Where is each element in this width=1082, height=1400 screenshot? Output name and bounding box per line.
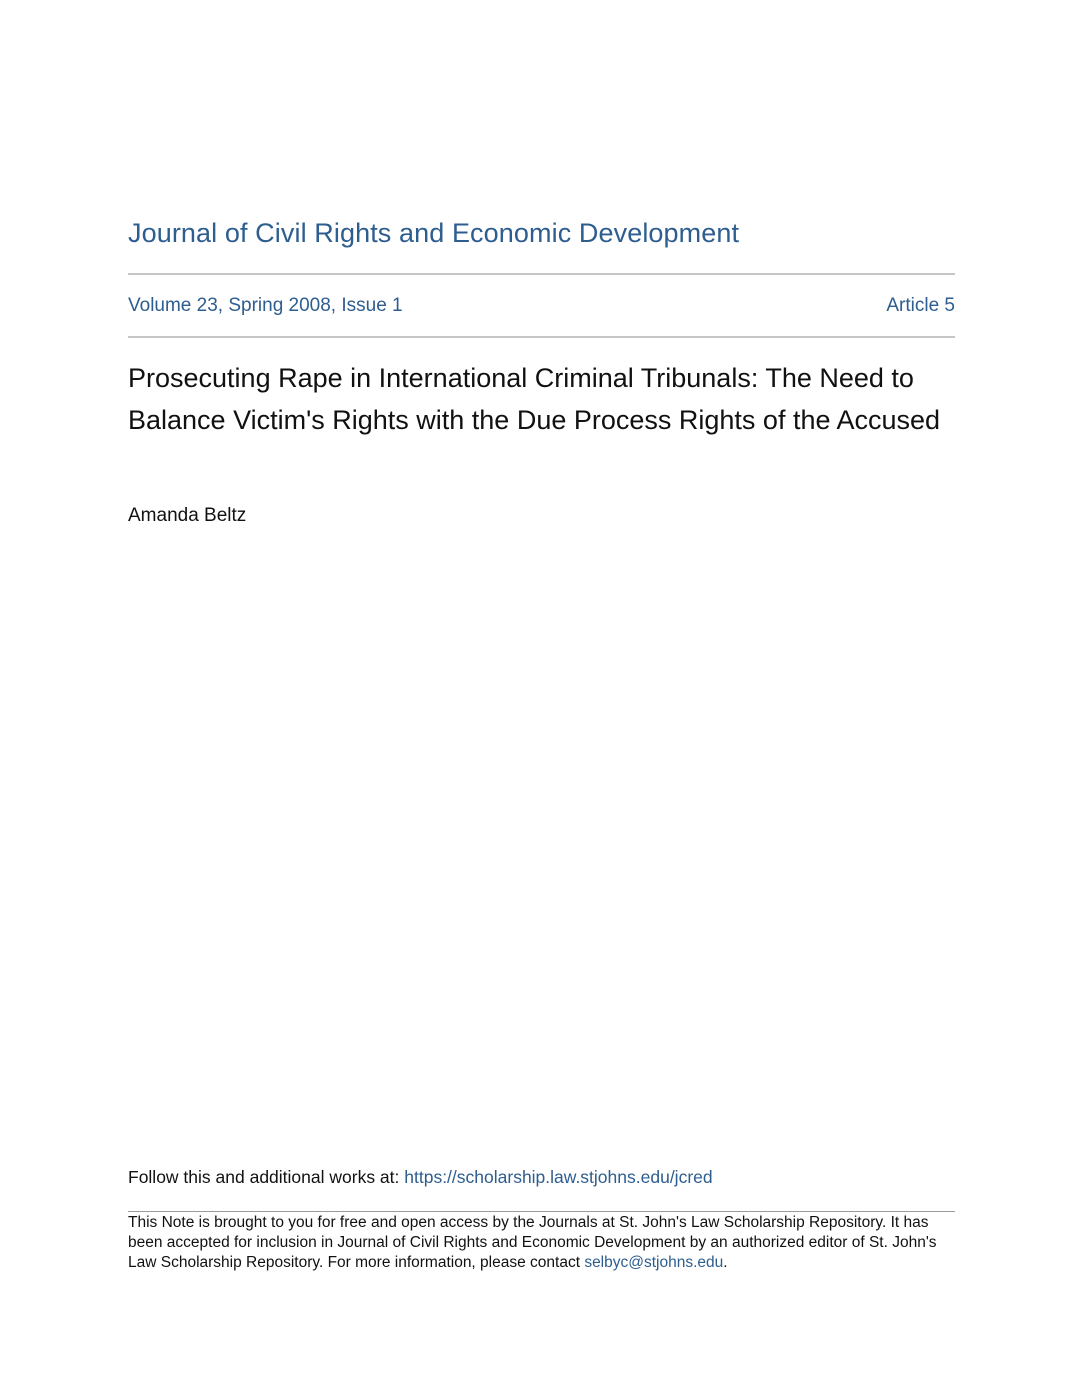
- follow-prefix: Follow this and additional works at:: [128, 1167, 405, 1187]
- notice-suffix: .: [723, 1254, 728, 1271]
- header-divider-top: [128, 273, 955, 275]
- header-divider-bottom: [128, 336, 955, 338]
- article-number-link[interactable]: Article 5: [886, 295, 955, 316]
- journal-title-link[interactable]: Journal of Civil Rights and Economic Development: [128, 218, 740, 248]
- access-notice: [128, 1213, 955, 1273]
- issue-meta-row: [128, 291, 955, 321]
- follow-line: [128, 1165, 713, 1189]
- article-title: Prosecuting Rape in International Criminal Tribunals: The Need to Balance Victim's Rights with the Due Process Rights of the Accused: [128, 363, 941, 435]
- repository-link[interactable]: https://scholarship.law.stjohns.edu/jcred: [404, 1167, 713, 1187]
- volume-issue-link[interactable]: Volume 23, Spring 2008, Issue 1: [128, 295, 403, 316]
- notice-text: This Note is brought to you for free and open access by the Journals at St. John's Law Scholarship Repository. It has been accepted for inclusion in Journal of Civil Rights and Economic Development by an authorized editor of St. John's Law Scholarship Repository. For more information, please contact: [128, 1214, 937, 1271]
- contact-email-link[interactable]: selbyc@stjohns.edu: [584, 1254, 724, 1271]
- author-name: Amanda Beltz: [128, 505, 247, 526]
- cover-page: [128, 0, 955, 1400]
- footer-divider: [128, 1211, 955, 1212]
